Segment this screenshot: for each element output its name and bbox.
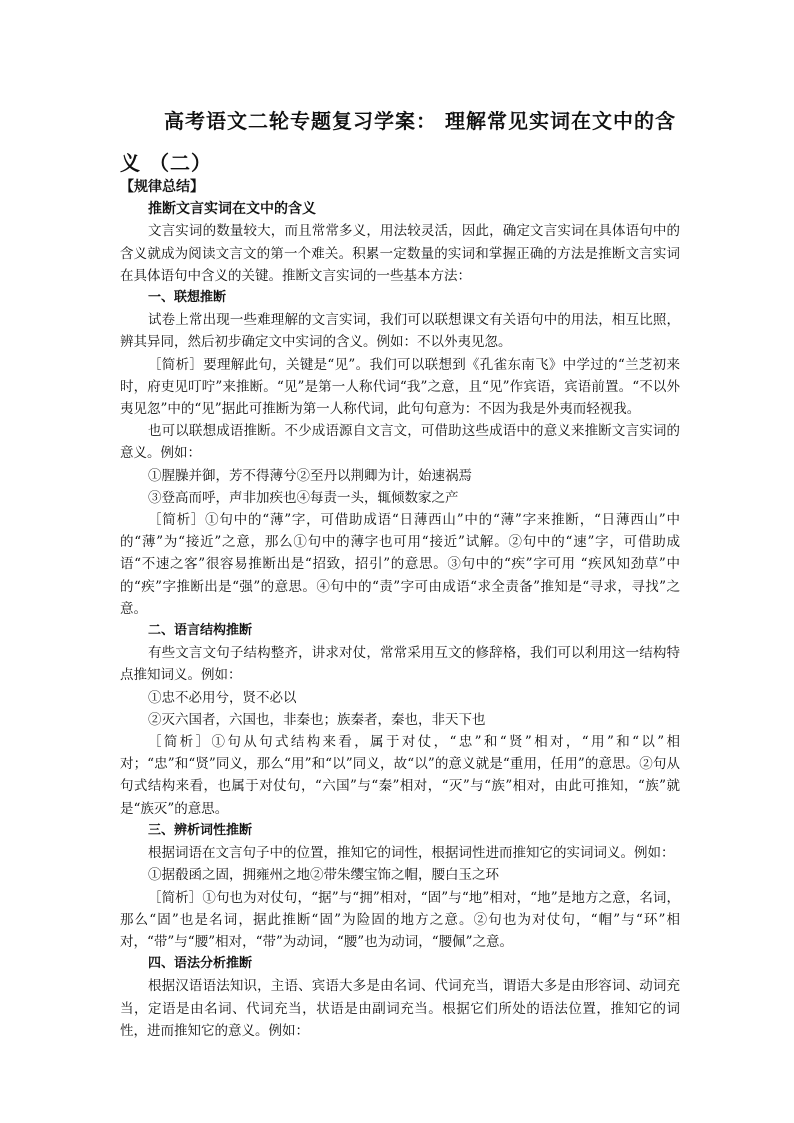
analysis-paragraph: ［简析］要理解此句，关键是“见”。我们可以联想到《孔雀东南飞》中学过的“兰芝初来时，府吏见叮咛”来推断。“见”是第一人称代词“我”之意，且“见”作宾语，宾语前置。“不以外夷见忽”中的“见”据此可推断为第一人称代词，此句句意为：不因为我是外夷而轻视我。 <box>120 356 680 418</box>
section-4-heading: 四、语法分析推断 <box>148 956 253 972</box>
section-1-heading: 一、联想推断 <box>148 290 227 306</box>
section-2-heading: 二、语言结构推断 <box>148 623 253 639</box>
intro-paragraph: 文言实词的数量较大，而且常常多义，用法较灵活，因此，确定文言实词在具体语句中的含义就成为阅读文言文的第一个难关。积累一定数量的实词和掌握正确的方法是推断文言实词在具体语句中含义的关键。推断文言实词的一些基本方法： <box>120 223 680 284</box>
paragraph: 根据词语在文言句子中的位置，推知它的词性，根据词性进而推知它的实词词义。例如： <box>148 845 675 862</box>
analysis-paragraph: ［简析］①句中的“薄”字，可借助成语“日薄西山”中的“薄”字来推断，“日薄西山”中的“薄”为“接近”之意，那么①句中的薄字也可用“接近”试解。②句中的“速”字，可借助成语“不速之客”很容易推断出是“招致，招引”的意思。③句中的“疾”字可用 “疾风知劲草”中的“疾”字推断出是“强”的意思。④句中的“责”字可由成语“求全责备”推知是“寻求，寻找”之意。 <box>120 512 680 617</box>
paragraph: 根据汉语语法知识，主语、宾语大多是由名词、代词充当，谓语大多是由形容词、动词充当，定语是由名词、代词充当，状语是由副词充当。根据它们所处的语法位置，推知它的词性，进而推知它的意义。例如： <box>120 978 680 1039</box>
section-3-heading: 三、辨析词性推断 <box>148 822 253 838</box>
analysis-paragraph: ［简析］①句也为对仗句，“据”与“拥”相对，“固”与“地”相对，“地”是地方之意，名词，那么“固”也是名词，据此推断“固”为险固的地方之意。②句也为对仗句，“帽”与“环”相对，“带”与“腰”相对，“带”为动词，“腰”也为动词，“腰佩”之意。 <box>120 889 680 950</box>
paragraph: 试卷上常出现一些难理解的文言实词，我们可以联想课文有关语句中的用法，相互比照，辨其异同，然后初步确定文中实词的含义。例如：不以外夷见忽。 <box>120 312 680 351</box>
example-line: ②灭六国者，六国也，非秦也；族秦者，秦也，非天下也 <box>148 711 486 728</box>
section-heading: 【规律总结】 <box>120 179 204 195</box>
document-title: 高考语文二轮专题复习学案： 理解常见实词在文中的含义 （二） <box>120 109 676 175</box>
subheading: 推断文言实词在文中的含义 <box>148 201 316 218</box>
paragraph: 也可以联想成语推断。不少成语源自文言文，可借助这些成语中的意义来推断文言实词的意义。例如： <box>120 423 680 462</box>
example-line: ③登高而呼，声非加疾也④每责一头，辄倾数家之产 <box>148 489 459 506</box>
paragraph: 有些文言文句子结构整齐，讲求对仗，常常采用互文的修辞格，我们可以利用这一结构特点推知词义。例如： <box>120 645 680 684</box>
example-line: ①忠不必用兮，贤不必以 <box>148 689 297 706</box>
document-body <box>120 176 680 1042</box>
analysis-paragraph: ［简析］①句从句式结构来看，属于对仗，“忠”和“贤”相对，“用”和“以”相对；“忠”和“贤”同义，那么“用”和“以”同义，故“以”的意义就是“重用，任用”的意思。②句从句式结构来看，也属于对仗句，“六国”与“秦”相对，“灭”与“族”相对，由此可推知，“族”就是“族灭”的意思。 <box>120 734 680 817</box>
example-line: ①腥臊并御，芳不得薄兮②至丹以荆卿为计，始速祸焉 <box>148 467 472 484</box>
example-line: ①据殽函之固，拥雍州之地②带朱缨宝饰之帽，腰白玉之环 <box>148 867 499 884</box>
